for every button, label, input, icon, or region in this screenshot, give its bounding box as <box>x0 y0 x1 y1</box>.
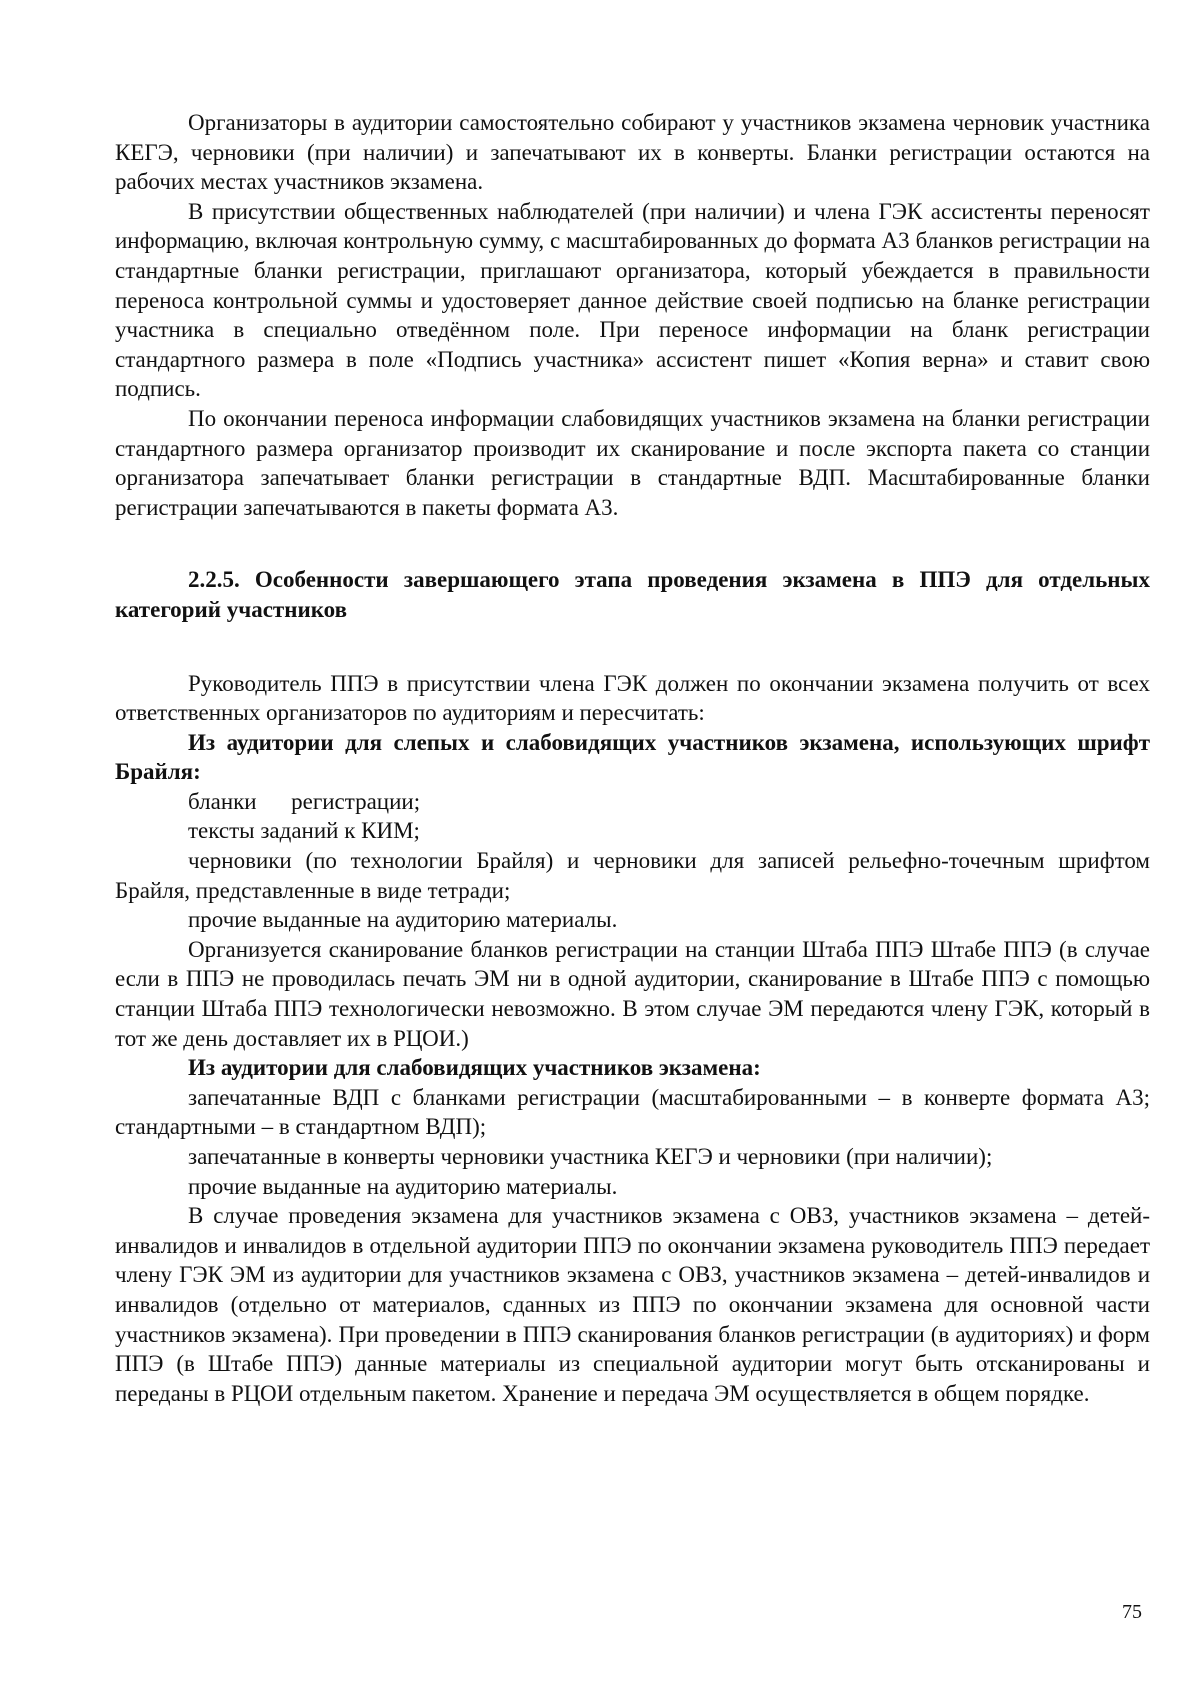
list-item: запечатанные ВДП с бланками регистрации (масштабированными – в конверте формата А3; стандартными – в стандартном ВДП); <box>115 1084 1150 1140</box>
paragraph: По окончании переноса информации слабовидящих участников экзамена на бланки регистрации стандартного размера организатор производит их сканирование и после экспорта пакета со станции организатора запечатывает бланки регистрации в стандартные ВДП. Масштабированные бланки регистрации запечатываются в пакеты формата А3. <box>115 405 1150 520</box>
list-item: бланки регистрации; <box>188 788 421 814</box>
paragraph: Организуется сканирование бланков регистрации на станции Штаба ППЭ Штабе ППЭ (в случае если в ППЭ не проводилась печать ЭМ ни в одной аудитории, сканирование в Штабе ППЭ с помощью станции Штаба ППЭ технологически невозможно. В этом случае ЭМ передаются члену ГЭК, который в тот же день доставляет их в РЦОИ.) <box>115 936 1150 1051</box>
paragraph: Организаторы в аудитории самостоятельно собирают у участников экзамена черновик участника КЕГЭ, черновики (при наличии) и запечатывают их в конверты. Бланки регистрации остаются на рабочих местах участников экзамена. <box>115 110 1150 195</box>
paragraph: Руководитель ППЭ в присутствии члена ГЭК должен по окончании экзамена получить от всех ответственных организаторов по аудиториям и пересчитать: <box>115 670 1150 726</box>
paragraph: В случае проведения экзамена для участников экзамена с ОВЗ, участников экзамена – детей-инвалидов и инвалидов в отдельной аудитории ППЭ по окончании экзамена руководитель ППЭ передает члену ГЭК ЭМ из аудитории для участников экзамена с ОВЗ, участников экзамена – детей-инвалидов и инвалидов (отдельно от материалов, сданных из ППЭ по окончании экзамена для основной части участников экзамена). При проведении в ППЭ сканирования бланков регистрации (в аудиториях) и форм ППЭ (в Штабе ППЭ) данные материалы из специальной аудитории могут быть отсканированы и переданы в РЦОИ отдельным пакетом. Хранение и передача ЭМ осуществляется в общем порядке. <box>115 1203 1150 1406</box>
list-item: черновики (по технологии Брайля) и черновики для записей рельефно-точечным шрифтом Брайля, представленные в виде тетради; <box>115 848 1150 903</box>
list-item: тексты заданий к КИМ; <box>188 818 420 844</box>
list-item: прочие выданные на аудиторию материалы. <box>188 907 618 933</box>
paragraph: В присутствии общественных наблюдателей (при наличии) и члена ГЭК ассистенты переносят информацию, включая контрольную сумму, с масштабированных до формата А3 бланков регистрации на стандартные бланки регистрации, приглашают организатора, который убеждается в правильности переноса контрольной суммы и удостоверяет данное действие своей подписью на бланке регистрации участника в специально отведённом поле. При переносе информации на бланк регистрации стандартного размера в поле «Подпись участника» ассистент пишет «Копия верна» и ставит свою подпись. <box>115 198 1150 402</box>
list-item: запечатанные в конверты черновики участника КЕГЭ и черновики (при наличии); <box>188 1144 993 1169</box>
section-heading: 2.2.5. Особенности завершающего этапа проведения экзамена в ППЭ для отдельных категорий участников <box>115 567 1150 622</box>
bold-subheading: Из аудитории для слепых и слабовидящих участников экзамена, использующих шрифт Брайля: <box>115 729 1150 785</box>
document-body <box>115 108 1150 1408</box>
list-item: прочие выданные на аудиторию материалы. <box>188 1173 618 1199</box>
bold-subheading: Из аудитории для слабовидящих участников экзамена: <box>188 1055 761 1081</box>
page-number: 75 <box>1122 1601 1142 1623</box>
